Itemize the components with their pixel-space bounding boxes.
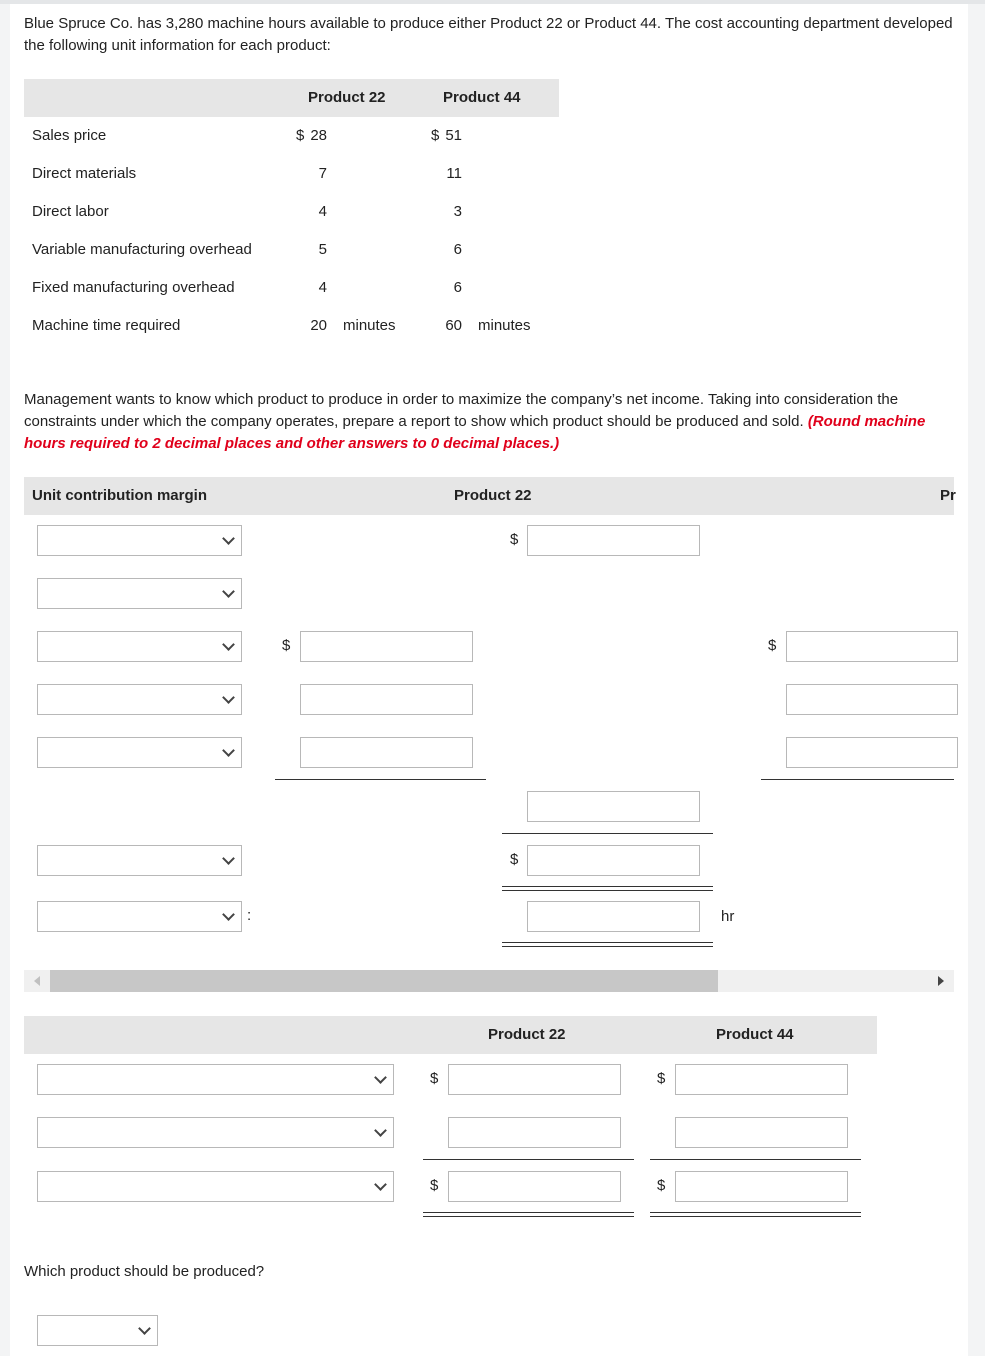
row-label-machine-time: Machine time required (32, 317, 181, 334)
chevron-down-icon (222, 638, 235, 651)
cm-row2-select[interactable] (37, 578, 242, 609)
cm-row7-select[interactable] (37, 845, 242, 876)
subtotal-line (423, 1159, 634, 1160)
row-label-fixed-overhead: Fixed manufacturing overhead (32, 279, 235, 296)
table1-col-product22: Product 22 (308, 89, 386, 106)
cm-row5-p44-input[interactable] (786, 737, 958, 768)
hours-unit: hr (721, 908, 735, 925)
which-product-question: Which product should be produced? (24, 1263, 265, 1280)
chevron-down-icon (222, 691, 235, 704)
currency-sign: $ (430, 1070, 439, 1087)
total-double-line (502, 886, 713, 891)
p44-currency: $ (431, 127, 440, 144)
scrollbar-thumb[interactable] (50, 970, 718, 992)
p44-machine-time: 60 (445, 317, 462, 334)
chevron-down-icon (222, 908, 235, 921)
currency-sign: $ (768, 637, 777, 654)
chevron-down-icon (222, 744, 235, 757)
currency-sign: $ (430, 1177, 439, 1194)
currency-sign: $ (657, 1070, 666, 1087)
cm-row3-p44-input[interactable] (786, 631, 958, 662)
cm-row3-p22-input[interactable] (300, 631, 473, 662)
chevron-down-icon (374, 1124, 387, 1137)
total-double-line (650, 1212, 861, 1217)
p44-machine-time-unit: minutes (478, 317, 531, 334)
which-product-select[interactable] (37, 1315, 158, 1346)
cm-row4-p44-input[interactable] (786, 684, 958, 715)
report-row2-p22-input[interactable] (448, 1117, 621, 1148)
report-row3-p44-input[interactable] (675, 1171, 848, 1202)
report-row2-select[interactable] (37, 1117, 394, 1148)
question-panel (10, 4, 968, 1356)
section2-col-product44: Product 44 (716, 1026, 794, 1043)
p22-sales-price: 28 (310, 127, 327, 144)
p22-direct-materials: 7 (318, 165, 327, 182)
row-label-variable-overhead: Variable manufacturing overhead (32, 241, 252, 258)
subtotal-line (650, 1159, 861, 1160)
instructions-text (24, 389, 959, 455)
p44-direct-materials: 11 (446, 165, 462, 182)
cm-row6-p22-input[interactable] (527, 791, 700, 822)
chevron-down-icon (222, 532, 235, 545)
p22-currency: $ (296, 127, 305, 144)
report-row3-select[interactable] (37, 1171, 394, 1202)
row-label-direct-materials: Direct materials (32, 165, 137, 182)
p44-direct-labor: 3 (453, 203, 462, 220)
currency-sign: $ (510, 851, 519, 868)
chevron-down-icon (138, 1322, 151, 1335)
row-label-sales-price: Sales price (32, 127, 107, 144)
p22-variable-overhead: 5 (318, 241, 327, 258)
p22-direct-labor: 4 (318, 203, 327, 220)
report-row3-p22-input[interactable] (448, 1171, 621, 1202)
p44-variable-overhead: 6 (453, 241, 462, 258)
horizontal-scrollbar[interactable] (24, 970, 954, 992)
chevron-down-icon (222, 852, 235, 865)
p22-machine-time-unit: minutes (343, 317, 396, 334)
chevron-down-icon (222, 585, 235, 598)
table1-col-product44: Product 44 (443, 89, 521, 106)
cm-row7-p22-input[interactable] (527, 845, 700, 876)
p44-fixed-overhead: 6 (453, 279, 462, 296)
cm-row1-select[interactable] (37, 525, 242, 556)
p22-machine-time: 20 (310, 317, 327, 334)
report-row1-p44-input[interactable] (675, 1064, 848, 1095)
scroll-right-icon[interactable] (938, 976, 944, 986)
section2-col-product22: Product 22 (488, 1026, 566, 1043)
instructions-rounding: (Round machine hours required to 2 decimal places and other answers to 0 decimal places.) (24, 413, 926, 452)
row-label-direct-labor: Direct labor (32, 203, 109, 220)
p44-sales-price: 51 (445, 127, 462, 144)
cm-row5-p22-input[interactable] (300, 737, 473, 768)
p22-fixed-overhead: 4 (318, 279, 327, 296)
report-row1-p22-input[interactable] (448, 1064, 621, 1095)
report-row2-p44-input[interactable] (675, 1117, 848, 1148)
cm-row8-p22-input[interactable] (527, 901, 700, 932)
cm-row8-select[interactable] (37, 901, 242, 932)
cm-row5-select[interactable] (37, 737, 242, 768)
cm-row4-select[interactable] (37, 684, 242, 715)
chevron-down-icon (374, 1071, 387, 1084)
section1-title: Unit contribution margin (32, 487, 207, 504)
subtotal-line (502, 833, 713, 834)
intro-text: Blue Spruce Co. has 3,280 machine hours available to produce either Product 22 or Product 44. The cost accounting department developed the following unit information for each product: (24, 15, 953, 54)
subtotal-line (761, 779, 954, 780)
cm-row3-select[interactable] (37, 631, 242, 662)
section1-col-product44-partial: Pr (940, 487, 956, 504)
total-double-line (423, 1212, 634, 1217)
currency-sign: $ (657, 1177, 666, 1194)
cm-row1-p22-input[interactable] (527, 525, 700, 556)
total-double-line (502, 942, 713, 947)
chevron-down-icon (374, 1178, 387, 1191)
instructions-main: Management wants to know which product to produce in order to maximize the company’s net income. Taking into consideration the constraints under which the company operates, prepare a report to show which product should be produced and sold. (24, 391, 899, 430)
colon-separator: : (247, 907, 252, 924)
subtotal-line (275, 779, 486, 780)
currency-sign: $ (510, 531, 519, 548)
section1-col-product22: Product 22 (454, 487, 532, 504)
scroll-left-icon[interactable] (34, 976, 40, 986)
cm-row4-p22-input[interactable] (300, 684, 473, 715)
report-row1-select[interactable] (37, 1064, 394, 1095)
currency-sign: $ (282, 637, 291, 654)
